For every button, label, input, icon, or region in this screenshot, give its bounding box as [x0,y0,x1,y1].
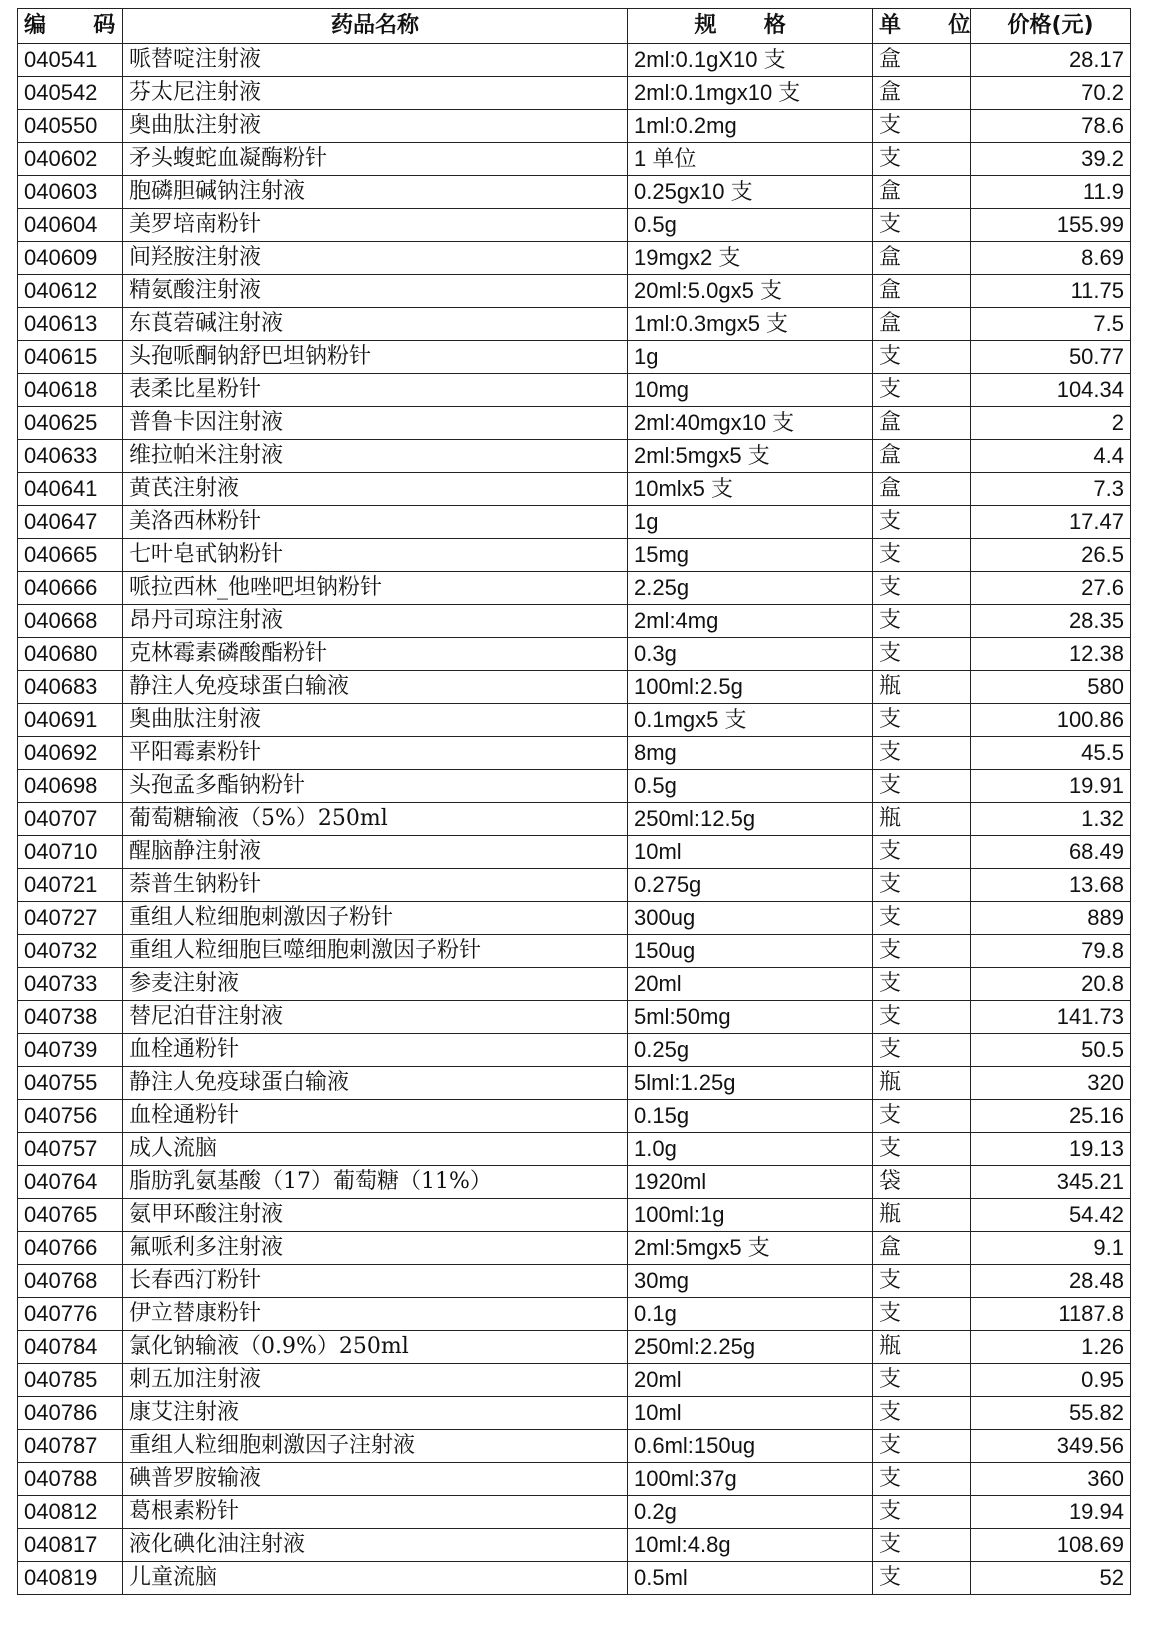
table-row [18,1199,1131,1232]
table-row [18,902,1131,935]
table-row [18,539,1131,572]
table-row [18,374,1131,407]
drug-name-cell: 东莨菪碱注射液 [123,308,628,341]
drug-spec-cell: 1ml:0.2mg [628,110,873,143]
drug-unit-cell: 盒 [873,1232,971,1265]
drug-unit-cell: 支 [873,770,971,803]
drug-unit-cell: 盒 [873,176,971,209]
table-row [18,341,1131,374]
drug-unit-cell: 瓶 [873,1067,971,1100]
header-price: 价格(元) [971,9,1131,44]
table-row [18,44,1131,77]
drug-code-cell: 040787 [18,1430,123,1463]
drug-code-cell: 040692 [18,737,123,770]
drug-price-cell: 1.32 [971,803,1131,836]
drug-unit-cell: 盒 [873,440,971,473]
drug-unit-cell: 支 [873,968,971,1001]
drug-price-cell: 70.2 [971,77,1131,110]
drug-code-cell: 040764 [18,1166,123,1199]
drug-code-cell: 040732 [18,935,123,968]
table-body [18,44,1131,1595]
drug-price-cell: 1.26 [971,1331,1131,1364]
drug-spec-cell: 0.2g [628,1496,873,1529]
drug-unit-cell: 支 [873,737,971,770]
drug-code-cell: 040766 [18,1232,123,1265]
drug-name-cell: 葛根素粉针 [123,1496,628,1529]
drug-code-cell: 040603 [18,176,123,209]
drug-unit-cell: 支 [873,209,971,242]
drug-price-cell: 360 [971,1463,1131,1496]
drug-spec-cell: 20ml:5.0gx5 支 [628,275,873,308]
header-name: 药品名称 [123,9,628,44]
drug-name-cell: 奥曲肽注射液 [123,110,628,143]
drug-spec-cell: 150ug [628,935,873,968]
drug-spec-cell: 20ml [628,968,873,1001]
drug-price-cell: 27.6 [971,572,1131,605]
drug-code-cell: 040612 [18,275,123,308]
drug-price-cell: 889 [971,902,1131,935]
drug-spec-cell: 0.6ml:150ug [628,1430,873,1463]
table-row [18,1265,1131,1298]
table-row [18,1166,1131,1199]
drug-spec-cell: 1g [628,506,873,539]
drug-unit-cell: 支 [873,1430,971,1463]
drug-price-cell: 12.38 [971,638,1131,671]
drug-price-cell: 11.75 [971,275,1131,308]
drug-name-cell: 碘普罗胺输液 [123,1463,628,1496]
drug-unit-cell: 瓶 [873,671,971,704]
table-row [18,1067,1131,1100]
drug-spec-cell: 10ml:4.8g [628,1529,873,1562]
table-row [18,671,1131,704]
drug-spec-cell: 19mgx2 支 [628,242,873,275]
drug-unit-cell: 支 [873,1364,971,1397]
drug-name-cell: 液化碘化油注射液 [123,1529,628,1562]
drug-spec-cell: 100ml:2.5g [628,671,873,704]
drug-unit-cell: 盒 [873,77,971,110]
drug-price-cell: 7.3 [971,473,1131,506]
drug-code-cell: 040765 [18,1199,123,1232]
drug-spec-cell: 1 单位 [628,143,873,176]
drug-code-cell: 040812 [18,1496,123,1529]
drug-code-cell: 040698 [18,770,123,803]
drug-name-cell: 重组人粒细胞巨噬细胞刺激因子粉针 [123,935,628,968]
drug-code-cell: 040604 [18,209,123,242]
table-row [18,1100,1131,1133]
drug-name-cell: 血栓通粉针 [123,1100,628,1133]
drug-unit-cell: 支 [873,1100,971,1133]
drug-code-cell: 040680 [18,638,123,671]
drug-name-cell: 克林霉素磷酸酯粉针 [123,638,628,671]
drug-code-cell: 040786 [18,1397,123,1430]
table-row [18,275,1131,308]
drug-spec-cell: 10mg [628,374,873,407]
drug-name-cell: 维拉帕米注射液 [123,440,628,473]
drug-name-cell: 重组人粒细胞刺激因子注射液 [123,1430,628,1463]
drug-spec-cell: 10mlx5 支 [628,473,873,506]
drug-code-cell: 040668 [18,605,123,638]
drug-name-cell: 芬太尼注射液 [123,77,628,110]
table-row [18,110,1131,143]
drug-code-cell: 040721 [18,869,123,902]
drug-price-cell: 2 [971,407,1131,440]
drug-code-cell: 040738 [18,1001,123,1034]
drug-spec-cell: 0.5g [628,770,873,803]
drug-name-cell: 刺五加注射液 [123,1364,628,1397]
table-row [18,440,1131,473]
drug-unit-cell: 支 [873,1529,971,1562]
drug-price-cell: 28.35 [971,605,1131,638]
drug-price-cell: 54.42 [971,1199,1131,1232]
drug-code-cell: 040788 [18,1463,123,1496]
drug-code-cell: 040602 [18,143,123,176]
drug-price-cell: 8.69 [971,242,1131,275]
drug-name-cell: 头孢孟多酯钠粉针 [123,770,628,803]
table-row [18,638,1131,671]
drug-unit-cell: 支 [873,110,971,143]
drug-name-cell: 伊立替康粉针 [123,1298,628,1331]
drug-spec-cell: 30mg [628,1265,873,1298]
table-row [18,473,1131,506]
drug-price-cell: 68.49 [971,836,1131,869]
table-row [18,1364,1131,1397]
table-row [18,1562,1131,1595]
drug-name-cell: 胞磷胆碱钠注射液 [123,176,628,209]
drug-code-cell: 040755 [18,1067,123,1100]
drug-code-cell: 040618 [18,374,123,407]
table-row [18,308,1131,341]
drug-name-cell: 静注人免疫球蛋白输液 [123,1067,628,1100]
drug-name-cell: 葡萄糖输液（5%）250ml [123,803,628,836]
drug-unit-cell: 支 [873,902,971,935]
drug-unit-cell: 支 [873,143,971,176]
table-row [18,968,1131,1001]
drug-unit-cell: 支 [873,1265,971,1298]
drug-unit-cell: 瓶 [873,1331,971,1364]
drug-code-cell: 040707 [18,803,123,836]
drug-unit-cell: 支 [873,1133,971,1166]
drug-unit-cell: 袋 [873,1166,971,1199]
drug-code-cell: 040615 [18,341,123,374]
drug-code-cell: 040727 [18,902,123,935]
drug-spec-cell: 0.15g [628,1100,873,1133]
drug-price-cell: 155.99 [971,209,1131,242]
drug-price-cell: 104.34 [971,374,1131,407]
drug-spec-cell: 0.3g [628,638,873,671]
drug-code-cell: 040641 [18,473,123,506]
drug-code-cell: 040756 [18,1100,123,1133]
drug-spec-cell: 2ml:40mgx10 支 [628,407,873,440]
drug-spec-cell: 0.5g [628,209,873,242]
drug-price-cell: 50.77 [971,341,1131,374]
drug-unit-cell: 支 [873,605,971,638]
table-row [18,572,1131,605]
drug-code-cell: 040542 [18,77,123,110]
drug-name-cell: 氯化钠输液（0.9%）250ml [123,1331,628,1364]
drug-spec-cell: 2ml:0.1mgx10 支 [628,77,873,110]
drug-spec-cell: 1920ml [628,1166,873,1199]
drug-name-cell: 头孢哌酮钠舒巴坦钠粉针 [123,341,628,374]
drug-price-cell: 11.9 [971,176,1131,209]
drug-name-cell: 平阳霉素粉针 [123,737,628,770]
drug-unit-cell: 盒 [873,44,971,77]
drug-price-cell: 45.5 [971,737,1131,770]
drug-name-cell: 昂丹司琼注射液 [123,605,628,638]
header-unit: 单 位 [873,9,971,44]
drug-code-cell: 040550 [18,110,123,143]
drug-unit-cell: 支 [873,1001,971,1034]
drug-price-cell: 1187.8 [971,1298,1131,1331]
drug-unit-cell: 瓶 [873,1199,971,1232]
drug-price-cell: 4.4 [971,440,1131,473]
drug-code-cell: 040625 [18,407,123,440]
drug-unit-cell: 支 [873,836,971,869]
drug-price-cell: 79.8 [971,935,1131,968]
drug-name-cell: 儿童流脑 [123,1562,628,1595]
drug-price-cell: 52 [971,1562,1131,1595]
drug-price-cell: 20.8 [971,968,1131,1001]
drug-unit-cell: 瓶 [873,803,971,836]
drug-price-cell: 28.17 [971,44,1131,77]
drug-code-cell: 040691 [18,704,123,737]
drug-code-cell: 040541 [18,44,123,77]
drug-name-cell: 长春西汀粉针 [123,1265,628,1298]
drug-name-cell: 普鲁卡因注射液 [123,407,628,440]
table-row [18,1133,1131,1166]
drug-unit-cell: 支 [873,1562,971,1595]
drug-name-cell: 美罗培南粉针 [123,209,628,242]
drug-name-cell: 矛头蝮蛇血凝酶粉针 [123,143,628,176]
drug-unit-cell: 支 [873,869,971,902]
drug-spec-cell: 2ml:5mgx5 支 [628,440,873,473]
drug-spec-cell: 300ug [628,902,873,935]
table-row [18,737,1131,770]
drug-price-cell: 28.48 [971,1265,1131,1298]
drug-code-cell: 040609 [18,242,123,275]
drug-spec-cell: 1.0g [628,1133,873,1166]
drug-name-cell: 奥曲肽注射液 [123,704,628,737]
drug-unit-cell: 盒 [873,242,971,275]
drug-name-cell: 参麦注射液 [123,968,628,1001]
table-row [18,605,1131,638]
drug-code-cell: 040784 [18,1331,123,1364]
drug-price-cell: 349.56 [971,1430,1131,1463]
drug-spec-cell: 2.25g [628,572,873,605]
drug-name-cell: 美洛西林粉针 [123,506,628,539]
drug-price-cell: 25.16 [971,1100,1131,1133]
table-header-row [18,9,1131,44]
drug-price-cell: 9.1 [971,1232,1131,1265]
drug-price-cell: 580 [971,671,1131,704]
table-row [18,1529,1131,1562]
drug-code-cell: 040647 [18,506,123,539]
drug-price-cell: 320 [971,1067,1131,1100]
drug-spec-cell: 5ml:50mg [628,1001,873,1034]
table-row [18,407,1131,440]
drug-name-cell: 氨甲环酸注射液 [123,1199,628,1232]
drug-name-cell: 静注人免疫球蛋白输液 [123,671,628,704]
drug-spec-cell: 15mg [628,539,873,572]
drug-price-cell: 100.86 [971,704,1131,737]
drug-spec-cell: 250ml:12.5g [628,803,873,836]
table-row [18,1298,1131,1331]
drug-spec-cell: 20ml [628,1364,873,1397]
drug-price-cell: 108.69 [971,1529,1131,1562]
drug-code-cell: 040785 [18,1364,123,1397]
drug-name-cell: 七叶皂甙钠粉针 [123,539,628,572]
drug-price-cell: 19.91 [971,770,1131,803]
drug-name-cell: 成人流脑 [123,1133,628,1166]
table-row [18,1430,1131,1463]
table-row [18,242,1131,275]
drug-price-cell: 39.2 [971,143,1131,176]
drug-price-cell: 19.94 [971,1496,1131,1529]
drug-price-cell: 55.82 [971,1397,1131,1430]
drug-price-cell: 0.95 [971,1364,1131,1397]
drug-spec-cell: 1g [628,341,873,374]
drug-name-cell: 黄芪注射液 [123,473,628,506]
drug-code-cell: 040819 [18,1562,123,1595]
drug-code-cell: 040757 [18,1133,123,1166]
table-row [18,935,1131,968]
drug-spec-cell: 5lml:1.25g [628,1067,873,1100]
table-row [18,1397,1131,1430]
drug-code-cell: 040817 [18,1529,123,1562]
drug-price-table [17,8,1131,1595]
table-row [18,143,1131,176]
drug-spec-cell: 2ml:5mgx5 支 [628,1232,873,1265]
drug-unit-cell: 支 [873,704,971,737]
table-row [18,77,1131,110]
drug-unit-cell: 支 [873,1496,971,1529]
drug-name-cell: 哌替啶注射液 [123,44,628,77]
drug-code-cell: 040776 [18,1298,123,1331]
table-row [18,1001,1131,1034]
drug-code-cell: 040733 [18,968,123,1001]
drug-price-cell: 345.21 [971,1166,1131,1199]
drug-code-cell: 040739 [18,1034,123,1067]
header-spec: 规 格 [628,9,873,44]
drug-unit-cell: 盒 [873,407,971,440]
drug-spec-cell: 0.1mgx5 支 [628,704,873,737]
drug-spec-cell: 100ml:37g [628,1463,873,1496]
drug-unit-cell: 支 [873,572,971,605]
drug-price-cell: 26.5 [971,539,1131,572]
table-row [18,176,1131,209]
header-code: 编 码 [18,9,123,44]
drug-price-cell: 19.13 [971,1133,1131,1166]
table-row [18,704,1131,737]
drug-spec-cell: 0.275g [628,869,873,902]
drug-name-cell: 氟哌利多注射液 [123,1232,628,1265]
drug-name-cell: 表柔比星粉针 [123,374,628,407]
table-row [18,836,1131,869]
drug-unit-cell: 支 [873,1034,971,1067]
drug-spec-cell: 10ml [628,1397,873,1430]
drug-code-cell: 040768 [18,1265,123,1298]
table-row [18,1331,1131,1364]
drug-spec-cell: 2ml:0.1gX10 支 [628,44,873,77]
drug-name-cell: 康艾注射液 [123,1397,628,1430]
drug-spec-cell: 100ml:1g [628,1199,873,1232]
drug-spec-cell: 2ml:4mg [628,605,873,638]
drug-spec-cell: 10ml [628,836,873,869]
table-row [18,1034,1131,1067]
drug-spec-cell: 0.25g [628,1034,873,1067]
table-row [18,803,1131,836]
drug-code-cell: 040633 [18,440,123,473]
drug-unit-cell: 盒 [873,275,971,308]
drug-spec-cell: 0.25gx10 支 [628,176,873,209]
drug-code-cell: 040710 [18,836,123,869]
drug-unit-cell: 支 [873,638,971,671]
drug-name-cell: 替尼泊苷注射液 [123,1001,628,1034]
drug-unit-cell: 支 [873,539,971,572]
drug-unit-cell: 支 [873,1397,971,1430]
drug-name-cell: 间羟胺注射液 [123,242,628,275]
drug-unit-cell: 支 [873,506,971,539]
table-row [18,1496,1131,1529]
drug-spec-cell: 250ml:2.25g [628,1331,873,1364]
drug-price-cell: 141.73 [971,1001,1131,1034]
drug-unit-cell: 盒 [873,308,971,341]
drug-price-cell: 7.5 [971,308,1131,341]
drug-spec-cell: 8mg [628,737,873,770]
drug-name-cell: 脂肪乳氨基酸（17）葡萄糖（11%） [123,1166,628,1199]
drug-code-cell: 040665 [18,539,123,572]
drug-price-cell: 50.5 [971,1034,1131,1067]
drug-name-cell: 血栓通粉针 [123,1034,628,1067]
drug-unit-cell: 支 [873,341,971,374]
drug-code-cell: 040613 [18,308,123,341]
drug-name-cell: 萘普生钠粉针 [123,869,628,902]
drug-name-cell: 醒脑静注射液 [123,836,628,869]
table-row [18,506,1131,539]
drug-unit-cell: 支 [873,374,971,407]
drug-name-cell: 精氨酸注射液 [123,275,628,308]
drug-unit-cell: 支 [873,935,971,968]
drug-code-cell: 040683 [18,671,123,704]
drug-unit-cell: 盒 [873,473,971,506]
table-row [18,1463,1131,1496]
table-row [18,1232,1131,1265]
drug-name-cell: 重组人粒细胞刺激因子粉针 [123,902,628,935]
drug-name-cell: 哌拉西林_他唑吧坦钠粉针 [123,572,628,605]
table-row [18,869,1131,902]
drug-price-cell: 13.68 [971,869,1131,902]
table-row [18,209,1131,242]
table-row [18,770,1131,803]
drug-price-cell: 78.6 [971,110,1131,143]
drug-spec-cell: 0.5ml [628,1562,873,1595]
drug-code-cell: 040666 [18,572,123,605]
drug-price-cell: 17.47 [971,506,1131,539]
drug-unit-cell: 支 [873,1298,971,1331]
drug-unit-cell: 支 [873,1463,971,1496]
drug-spec-cell: 0.1g [628,1298,873,1331]
drug-spec-cell: 1ml:0.3mgx5 支 [628,308,873,341]
